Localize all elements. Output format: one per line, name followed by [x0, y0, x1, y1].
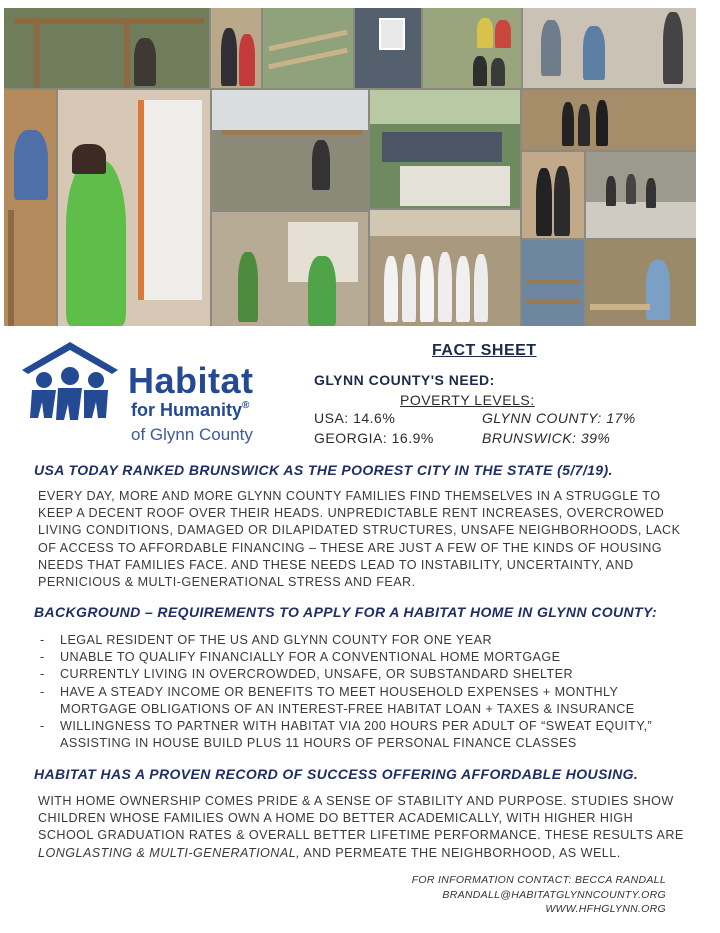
- logo-name: Habitat: [128, 360, 254, 401]
- photo-house-siding-window: [355, 8, 421, 88]
- list-item: - LEGAL RESIDENT OF THE US AND GLYNN COUNTY FOR ONE YEAR: [40, 633, 493, 647]
- contact-line: FOR INFORMATION CONTACT: BECCA RANDALL: [411, 874, 666, 886]
- photo-man-sawing: [586, 240, 696, 326]
- photo-finished-house: [370, 90, 520, 208]
- housing-need-paragraph: EVERY DAY, MORE AND MORE GLYNN COUNTY FAMILIES FIND THEMSELVES IN A STRUGGLE TO KEEP A DECENT ROOF OVER THEIR HEADS. UNPREDICTABLE RENT INCREASES, OVERCROWED LIVING CONDITIONS, DAMAGED OR DILAPIDATED STRUCTURES, UNSAFE NEIGHBORHOODS, LACK OF ACCESS TO AFFORDABLE FINANCING – THESE ARE JUST A FEW OF THE KINDS OF HOUSING NEEDS THAT FAMILIES FACE. AND THESE NEEDS LEAD TO INSTABILITY, UNCERTAINTY, AND PERNICIOUS & MULTI-GENERATIONAL STRESS AND FEAR.: [38, 489, 681, 590]
- photo-group-white-shirts: [370, 210, 520, 326]
- need-heading: GLYNN COUNTY'S NEED:: [314, 372, 495, 388]
- poverty-brunswick: BRUNSWICK: 39%: [482, 430, 611, 446]
- photo-roof-trusses-sky: [522, 240, 584, 326]
- list-item: - UNABLE TO QUALIFY FINANCIALLY FOR A CONVENTIONAL HOME MORTGAGE: [40, 650, 561, 665]
- success-paragraph: WITH HOME OWNERSHIP COMES PRIDE & A SENSE OF STABILITY AND PURPOSE. STUDIES SHOW CHILDREN WHOSE FAMILIES OWN A HOME DO BETTER ACADEMICALLY, WITH HIGHER HIGH SCHOOL GRADUATION RATES & OVERALL BETTER LIFETIME PERFORMANCE. THESE RESULTS ARE LONGLASTING & MULTI-GENERATIONAL, AND PERMEATE THE NEIGHBORHOOD, AS WELL.: [38, 794, 684, 860]
- photo-painting-volunteers: [523, 8, 696, 88]
- photo-two-women-frame: [522, 152, 584, 238]
- photo-group-doorway: [211, 8, 261, 88]
- poverty-usa: USA: 14.6%: [314, 410, 396, 426]
- section-heading-poorest-city: USA TODAY RANKED BRUNSWICK AS THE POOREST CITY IN THE STATE (5/7/19).: [34, 462, 613, 478]
- contact-info: [412, 873, 666, 917]
- requirements-list: [38, 632, 688, 752]
- registered-mark: ®: [242, 400, 250, 411]
- photo-team-in-frame: [522, 90, 696, 150]
- section-heading-proven-record: HABITAT HAS A PROVEN RECORD OF SUCCESS OFFERING AFFORDABLE HOUSING.: [34, 766, 639, 782]
- section-heading-requirements: BACKGROUND – REQUIREMENTS TO APPLY FOR A HABITAT HOME IN GLYNN COUNTY:: [34, 604, 658, 620]
- list-item: - WILLINGNESS TO PARTNER WITH HABITAT VIA 200 HOURS PER ADULT OF “SWEAT EQUITY,” ASSISTING IN HOUSE BUILD PLUS 11 HOURS OF PERSONAL FINANCE CLASSES: [40, 719, 653, 751]
- photo-roof-framing-volunteers: [4, 8, 209, 88]
- logo-subtitle: for Humanity®: [131, 400, 250, 420]
- poverty-georgia: GEORGIA: 16.9%: [314, 430, 434, 446]
- photo-volunteer-wall-framing: [4, 90, 56, 326]
- contact-website[interactable]: WWW.HFHGLYNN.ORG: [545, 903, 666, 915]
- list-item: - HAVE A STEADY INCOME OR BENEFITS TO MEET HOUSEHOLD EXPENSES + MONTHLY MORTGAGE OBLIGATIONS OF AN INTEREST-FREE HABITAT LOAN + TAXES & INSURANCE: [40, 684, 635, 716]
- photo-roof-truss-framing: [263, 8, 353, 88]
- logo-county: of Glynn County: [131, 425, 253, 444]
- photo-volunteers-yard: [423, 8, 521, 88]
- photo-collage: [4, 8, 696, 326]
- photo-crowd-slab: [586, 152, 696, 238]
- list-item: - CURRENTLY LIVING IN OVERCROWDED, UNSAFE, OR SUBSTANDARD SHELTER: [40, 667, 574, 682]
- photo-woman-painting-window: [58, 90, 210, 326]
- poverty-glynn-county: GLYNN COUNTY: 17%: [482, 410, 636, 426]
- photo-drywall-volunteers: [212, 212, 368, 326]
- fact-sheet-title: FACT SHEET: [432, 342, 537, 359]
- contact-email[interactable]: BRANDALL@HABITATGLYNNCOUNTY.ORG: [442, 888, 666, 901]
- poverty-levels-heading: POVERTY LEVELS:: [400, 392, 535, 408]
- photo-volunteers-on-roof: [212, 90, 368, 210]
